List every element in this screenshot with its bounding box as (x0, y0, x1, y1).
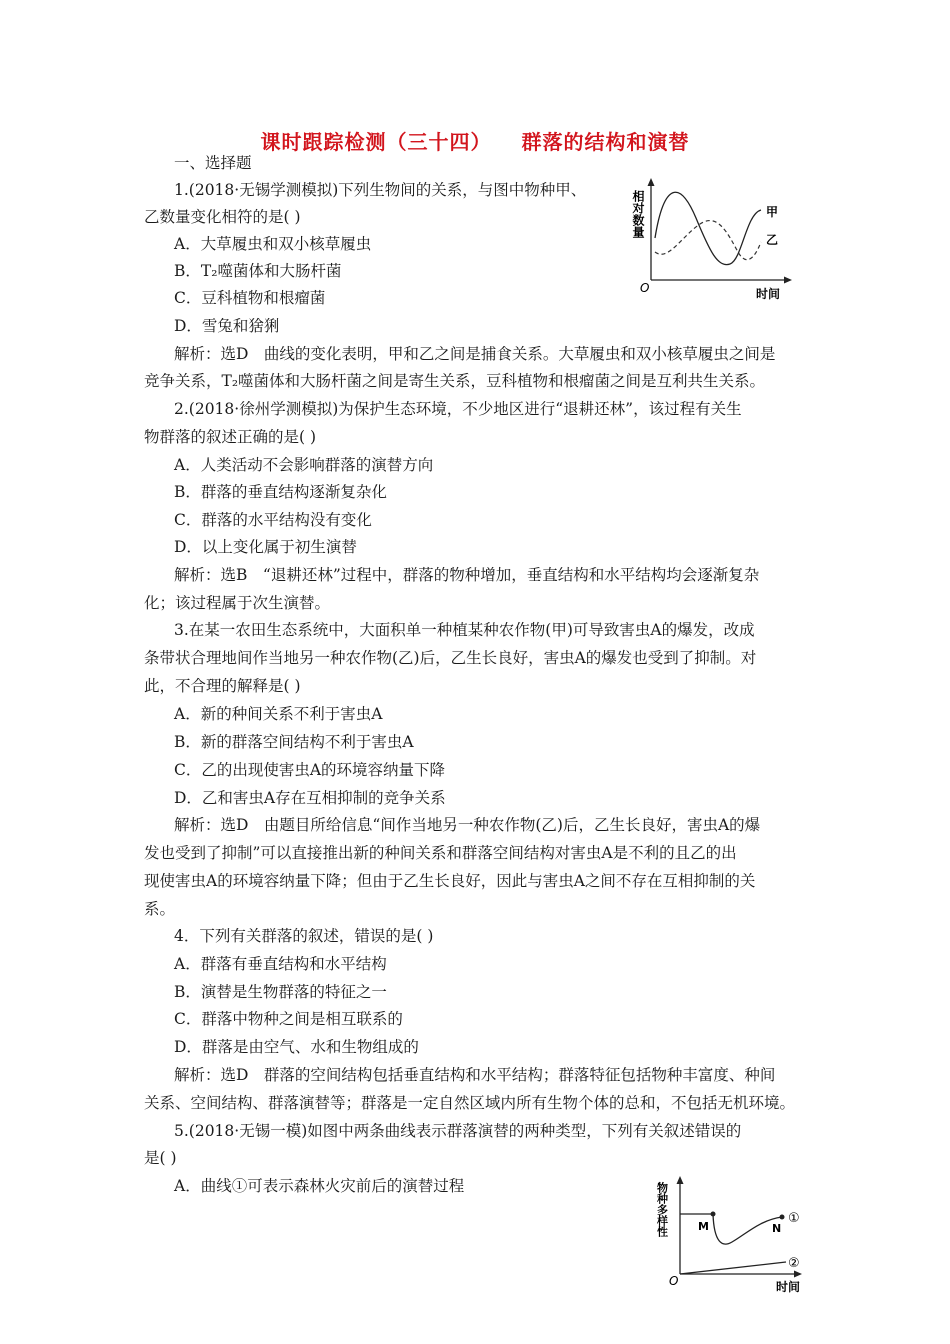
q4-option-d: D．群落是由空气、水和生物组成的 (174, 1038, 419, 1056)
q4-option-a: A．群落有垂直结构和水平结构 (174, 955, 387, 973)
q5-figure (655, 1172, 810, 1298)
q2-stem-line1: 2.(2018·徐州学测模拟)为保护生态环境，不少地区进行“退耕还林”，该过程有关生 (174, 400, 742, 418)
curve-1-label: ① (788, 1211, 800, 1226)
point-m (711, 1212, 716, 1217)
q3-option-d: D．乙和害虫A存在互相抑制的竞争关系 (174, 789, 446, 807)
q3-analysis-line3: 现使害虫A的环境容纳量下降；但由于乙生长良好，因此与害虫A之间不存在互相抑制的关 (144, 872, 756, 890)
q1-figure (626, 176, 798, 302)
q1-option-b: B．T₂噬菌体和大肠杆菌 (174, 262, 342, 280)
q3-stem-line2: 条带状合理地间作当地另一种农作物(乙)后，乙生长良好，害虫A的爆发也受到了抑制。对 (144, 649, 757, 667)
x-axis-arrow (794, 1271, 802, 1278)
q2-analysis-line2: 化；该过程属于次生演替。 (144, 594, 331, 612)
page-title (0, 126, 950, 155)
origin-label: O (640, 281, 650, 295)
q5-stem-line2: 是( ) (144, 1149, 177, 1167)
y-axis-label: 物种多样性 (655, 1182, 669, 1237)
y-axis-arrow (677, 1176, 684, 1184)
point-n (780, 1215, 785, 1220)
q3-analysis-line4: 系。 (144, 900, 176, 918)
q1-option-d: D．雪兔和猞猁 (174, 317, 280, 335)
x-axis-label: 时间 (776, 1280, 801, 1294)
series-yi-curve (655, 221, 761, 260)
q4-analysis-line2: 关系、空间结构、群落演替等；群落是一定自然区域内所有生物个体的总和，不包括无机环境。 (144, 1094, 796, 1112)
q2-option-a: A．人类活动不会影响群落的演替方向 (174, 456, 434, 474)
q3-analysis-line2: 发也受到了抑制”可以直接推出新的种间关系和群落空间结构对害虫A是不利的且乙的出 (144, 844, 737, 862)
y-axis-arrow (648, 178, 655, 186)
q2-option-c: C．群落的水平结构没有变化 (174, 511, 372, 529)
x-axis-arrow (784, 277, 792, 284)
q3-stem-line1: 3.在某一农田生态系统中，大面积单一种植某种农作物(甲)可导致害虫A的爆发，改成 (174, 621, 755, 639)
curve-2-label: ② (788, 1256, 800, 1271)
q4-stem: 4．下列有关群落的叙述，错误的是( ) (174, 927, 434, 945)
series-jia-curve (655, 192, 761, 264)
point-n-label: N (772, 1222, 782, 1235)
q1-stem-line1: 1.(2018·无锡学测模拟)下列生物间的关系，与图中物种甲、 (174, 181, 587, 199)
q4-option-c: C．群落中物种之间是相互联系的 (174, 1010, 403, 1028)
title-topic: 群落的结构和演替 (521, 130, 690, 154)
curve-1 (680, 1214, 782, 1244)
q4-option-b: B．演替是生物群落的特征之一 (174, 983, 387, 1001)
q5-stem-line1: 5.(2018·无锡一模)如图中两条曲线表示群落演替的两种类型，下列有关叙述错误的 (174, 1122, 742, 1140)
q3-option-b: B．新的群落空间结构不利于害虫A (174, 733, 414, 751)
section-heading: 一、选择题 (174, 154, 252, 172)
x-axis-label: 时间 (756, 287, 781, 301)
q3-analysis-line1: 解析：选D 由题目所给信息“间作当地另一种农作物(乙)后，乙生长良好，害虫A的爆 (174, 816, 761, 834)
q1-option-a: A．大草履虫和双小核草履虫 (174, 235, 372, 253)
q3-option-c: C．乙的出现使害虫A的环境容纳量下降 (174, 761, 446, 779)
q1-stem-line2: 乙数量变化相符的是( ) (144, 208, 301, 226)
curve-2 (680, 1262, 786, 1274)
q1-option-c: C．豆科植物和根瘤菌 (174, 289, 326, 307)
q5-option-a: A．曲线①可表示森林火灾前后的演替过程 (174, 1177, 465, 1195)
q4-analysis-line1: 解析：选D 群落的空间结构包括垂直结构和水平结构；群落特征包括物种丰富度、种间 (174, 1066, 776, 1084)
q2-stem-line2: 物群落的叙述正确的是( ) (144, 428, 317, 446)
title-main: 课时跟踪检测（三十四） (260, 130, 492, 154)
origin-label: O (669, 1274, 679, 1288)
q3-stem-line3: 此，不合理的解释是( ) (144, 677, 301, 695)
q1-analysis-line1: 解析：选D 曲线的变化表明，甲和乙之间是捕食关系。大草履虫和双小核草履虫之间是 (174, 345, 776, 363)
y-axis-label: 相对数量 (631, 190, 645, 238)
q2-analysis-line1: 解析：选B “退耕还林”过程中，群落的物种增加，垂直结构和水平结构均会逐渐复杂 (174, 566, 760, 584)
series-jia-label: 甲 (766, 205, 779, 219)
q2-option-b: B．群落的垂直结构逐渐复杂化 (174, 483, 387, 501)
q1-analysis-line2: 竞争关系，T₂噬菌体和大肠杆菌之间是寄生关系，豆科植物和根瘤菌之间是互利共生关系。 (144, 372, 766, 390)
q3-option-a: A．新的种间关系不利于害虫A (174, 705, 383, 723)
series-yi-label: 乙 (766, 233, 779, 247)
q2-option-d: D．以上变化属于初生演替 (174, 538, 357, 556)
point-m-label: M (698, 1220, 709, 1233)
